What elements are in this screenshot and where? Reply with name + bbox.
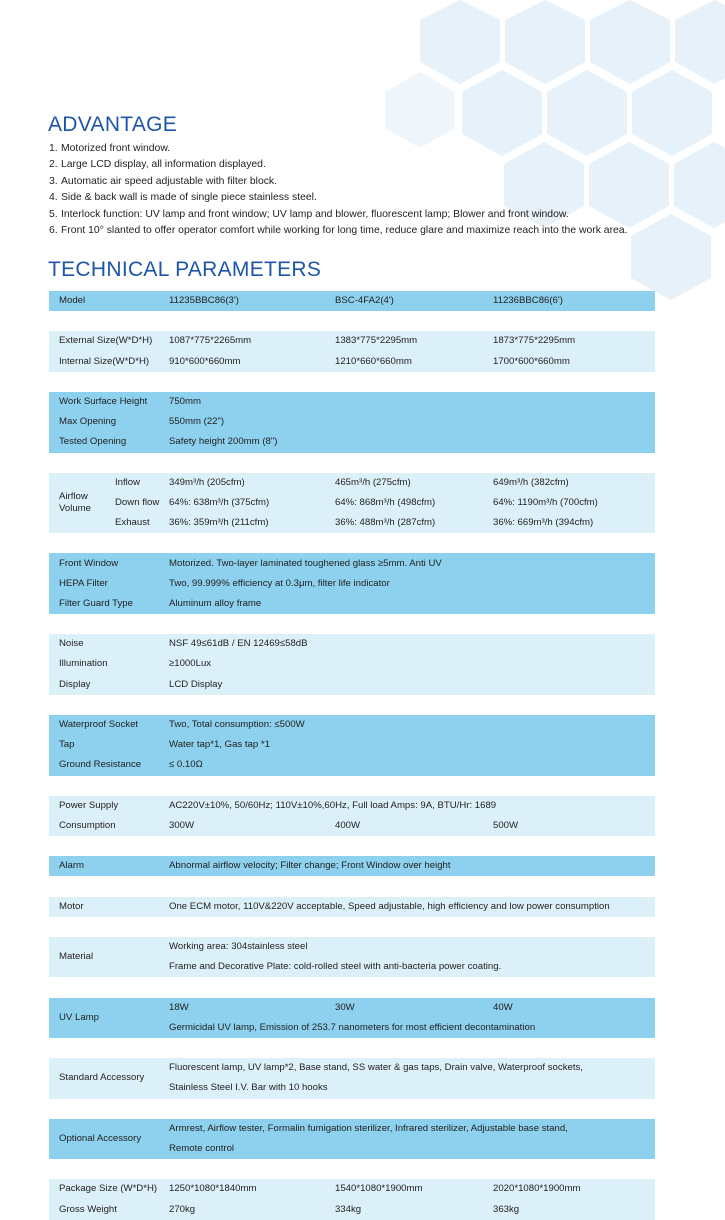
table-cell: 30W	[325, 998, 483, 1018]
table-cell: LCD Display	[161, 675, 655, 695]
row-sublabel: Inflow	[111, 473, 161, 493]
list-item	[49, 174, 661, 190]
table-cell: Aluminum alloy frame	[161, 594, 655, 614]
list-item-text: Motorized front window.	[61, 143, 171, 154]
table-cell: 1250*1080*1840mm	[161, 1179, 325, 1199]
list-item	[49, 190, 661, 206]
table-row-ground-resistance	[49, 755, 655, 775]
table-cell: 550mm (22")	[161, 412, 655, 432]
list-item-number: 2.	[49, 159, 58, 171]
list-item-number: 4.	[49, 192, 58, 204]
table-cell: 64%: 1190m³/h (700cfm)	[483, 493, 655, 513]
table-cell: 11236BBC86(6')	[483, 291, 655, 311]
table-cell: Two, Total consumption: ≤500W	[161, 715, 655, 735]
table-cell: 40W	[483, 998, 655, 1018]
table-row-gross-weight	[49, 1199, 655, 1219]
table-cell: 270kg	[161, 1199, 325, 1219]
list-item	[49, 157, 661, 173]
table-cell: Stainless Steel I.V. Bar with 10 hooks	[161, 1078, 655, 1098]
list-item-text: Large LCD display, all information displayed.	[61, 159, 266, 171]
list-item-number: 5.	[49, 208, 58, 220]
table-row-motor	[49, 897, 655, 917]
row-label: Consumption	[49, 816, 161, 836]
table-cell: Armrest, Airflow tester, Formalin fumigation sterilizer, Infrared sterilizer, Adjustable base stand,	[161, 1119, 655, 1139]
table-row-front-window	[49, 553, 655, 573]
table-row-hepa-filter	[49, 574, 655, 594]
table-cell: Two, 99.999% efficiency at 0.3μm, filter life indicator	[161, 574, 655, 594]
table-cell: 400W	[325, 816, 483, 836]
table-cell: 500W	[483, 816, 655, 836]
table-row-tested-opening	[49, 432, 655, 452]
table-row-illumination	[49, 654, 655, 674]
list-item	[49, 141, 661, 157]
list-item-number: 6.	[49, 225, 58, 237]
table-row-power-supply	[49, 796, 655, 816]
row-label: Work Surface Height	[49, 392, 161, 412]
table-cell: 36%: 669m³/h (394cfm)	[483, 513, 655, 533]
table-cell: 1873*775*2295mm	[483, 331, 655, 351]
table-cell: 1700*600*660mm	[483, 352, 655, 372]
row-label: Filter Guard Type	[49, 594, 161, 614]
row-label: Tap	[49, 735, 161, 755]
row-label: Alarm	[49, 856, 161, 876]
table-cell: BSC-4FA2(4')	[325, 291, 483, 311]
row-label: Ground Resistance	[49, 755, 161, 775]
row-label: Tested Opening	[49, 432, 161, 452]
table-row-consumption	[49, 816, 655, 836]
advantage-list	[49, 141, 661, 239]
row-label: Max Opening	[49, 412, 161, 432]
row-label: Material	[49, 937, 161, 977]
list-item	[49, 223, 661, 239]
table-cell: Remote control	[161, 1139, 655, 1159]
table-cell: Fluorescent lamp, UV lamp*2, Base stand, SS water & gas taps, Drain valve, Waterproof sockets,	[161, 1058, 655, 1078]
table-row-work-surface-height	[49, 392, 655, 412]
row-label: Package Size (W*D*H)	[49, 1179, 161, 1199]
row-label: Internal Size(W*D*H)	[49, 352, 161, 372]
table-row-package-size	[49, 1179, 655, 1199]
table-cell: ≤ 0.10Ω	[161, 755, 655, 775]
table-row-waterproof-socket	[49, 715, 655, 735]
table-row-alarm	[49, 856, 655, 876]
row-sublabel: Down flow	[111, 493, 161, 513]
table-cell: 18W	[161, 998, 325, 1018]
table-cell: 1383*775*2295mm	[325, 331, 483, 351]
table-cell: 36%: 488m³/h (287cfm)	[325, 513, 483, 533]
row-sublabel: Exhaust	[111, 513, 161, 533]
table-row-material	[49, 937, 655, 957]
table-cell: 334kg	[325, 1199, 483, 1219]
row-label: Display	[49, 675, 161, 695]
list-item-text: Interlock function: UV lamp and front window; UV lamp and blower, fluorescent lamp; Blower and front window.	[61, 208, 569, 220]
table-cell: 1210*660*660mm	[325, 352, 483, 372]
table-cell: Germicidal UV lamp, Emission of 253.7 nanometers for most efficient decontamination	[161, 1018, 655, 1038]
row-label: Front Window	[49, 553, 161, 573]
table-cell: Frame and Decorative Plate: cold-rolled steel with anti-bacteria power coating.	[161, 957, 655, 977]
table-row-noise	[49, 634, 655, 654]
table-row-internal-size	[49, 352, 655, 372]
table-row-max-opening	[49, 412, 655, 432]
row-label: Waterproof Socket	[49, 715, 161, 735]
table-cell: NSF 49≤61dB / EN 12469≤58dB	[161, 634, 655, 654]
table-cell: 649m³/h (382cfm)	[483, 473, 655, 493]
row-label: Illumination	[49, 654, 161, 674]
table-cell: 300W	[161, 816, 325, 836]
table-cell: 363kg	[483, 1199, 655, 1219]
table-row-standard-accessory	[49, 1058, 655, 1078]
table-cell: 64%: 868m³/h (498cfm)	[325, 493, 483, 513]
table-cell: Working area: 304stainless steel	[161, 937, 655, 957]
table-row-uv-lamp	[49, 998, 655, 1018]
table-cell: 1087*775*2265mm	[161, 331, 325, 351]
list-item-number: 3.	[49, 175, 58, 187]
table-cell: One ECM motor, 110V&220V acceptable, Speed adjustable, high efficiency and low power consumption	[161, 897, 655, 917]
advantage-title: ADVANTAGE	[48, 113, 178, 136]
technical-parameters-table	[49, 291, 655, 1220]
list-item-number: 1.	[49, 143, 58, 154]
table-cell: ≥1000Lux	[161, 654, 655, 674]
row-label: Noise	[49, 634, 161, 654]
table-cell: 11235BBC86(3')	[161, 291, 325, 311]
list-item	[49, 207, 661, 223]
row-label: Standard Accessory	[49, 1058, 161, 1098]
table-cell: Safety height 200mm (8")	[161, 432, 655, 452]
table-cell: Motorized. Two-layer laminated toughened glass ≥5mm. Anti UV	[161, 553, 655, 573]
table-row-tap	[49, 735, 655, 755]
technical-parameters-title: TECHNICAL PARAMETERS	[48, 258, 322, 281]
row-label: Motor	[49, 897, 161, 917]
row-label: External Size(W*D*H)	[49, 331, 161, 351]
table-cell: 910*600*660mm	[161, 352, 325, 372]
list-item-text: Automatic air speed adjustable with filter block.	[61, 175, 278, 187]
row-label: Optional Accessory	[49, 1119, 161, 1159]
table-cell: Water tap*1, Gas tap *1	[161, 735, 655, 755]
table-cell: AC220V±10%, 50/60Hz; 110V±10%,60Hz, Full load Amps: 9A, BTU/Hr: 1689	[161, 796, 655, 816]
table-cell: 750mm	[161, 392, 655, 412]
table-row-display	[49, 675, 655, 695]
table-cell: 1540*1080*1900mm	[325, 1179, 483, 1199]
table-row-exhaust	[49, 513, 655, 533]
table-row-external-size	[49, 331, 655, 351]
table-cell: 465m³/h (275cfm)	[325, 473, 483, 493]
table-cell: 2020*1080*1900mm	[483, 1179, 655, 1199]
row-label: Airflow Volume	[49, 473, 111, 534]
table-row-filter-guard	[49, 594, 655, 614]
table-row-down-flow	[49, 493, 655, 513]
table-cell: 64%: 638m³/h (375cfm)	[161, 493, 325, 513]
table-row-model	[49, 291, 655, 311]
table-cell: 349m³/h (205cfm)	[161, 473, 325, 493]
row-label: HEPA Filter	[49, 574, 161, 594]
table-cell: 36%: 359m³/h (211cfm)	[161, 513, 325, 533]
row-label: Model	[49, 291, 161, 311]
row-label: Gross Weight	[49, 1199, 161, 1219]
list-item-text: Side & back wall is made of single piece stainless steel.	[61, 192, 317, 204]
list-item-text: Front 10° slanted to offer operator comfort while working for long time, reduce glare and maximize reach into the work area.	[61, 225, 628, 237]
table-row-optional-accessory	[49, 1119, 655, 1139]
row-label: Power Supply	[49, 796, 161, 816]
table-cell: Abnormal airflow velocity; Filter change; Front Window over height	[161, 856, 655, 876]
row-label: UV Lamp	[49, 998, 161, 1038]
table-row-inflow	[49, 473, 655, 493]
